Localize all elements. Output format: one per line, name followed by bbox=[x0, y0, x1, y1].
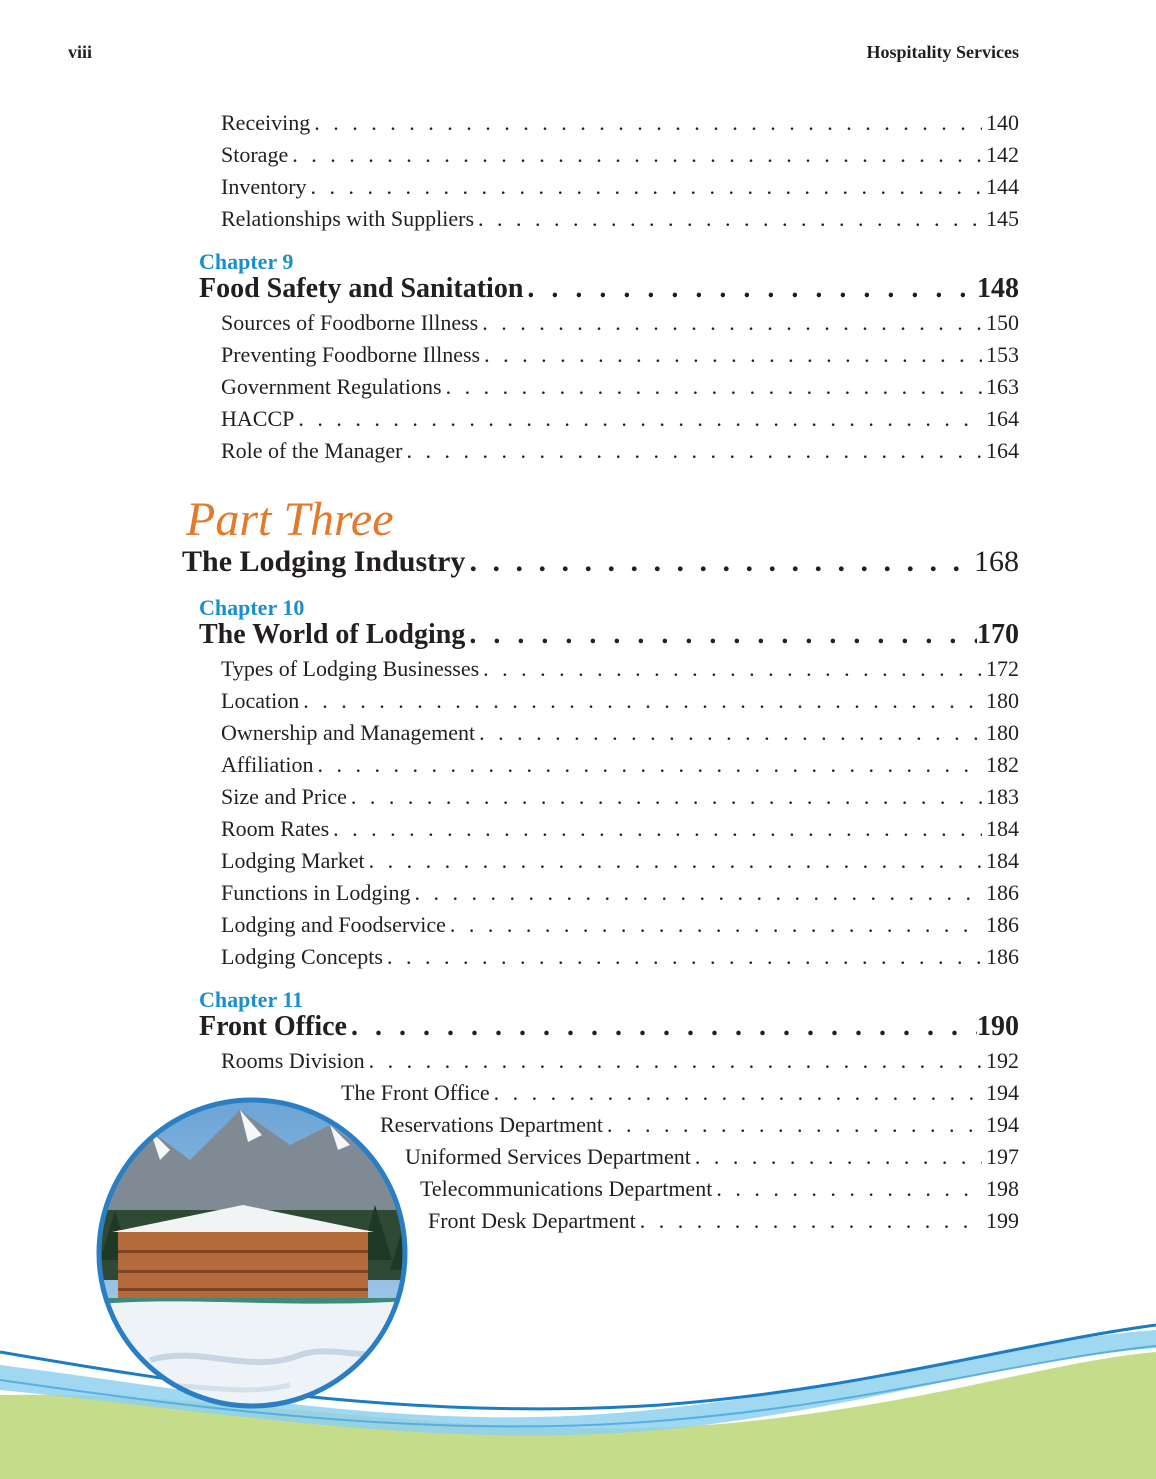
chapter-label: Chapter 11 bbox=[199, 987, 304, 1012]
toc-entry[interactable]: Affiliation . . . 182 bbox=[221, 752, 1019, 782]
toc-entry[interactable]: Reservations Department . . . 194 bbox=[380, 1112, 1019, 1142]
page-number: viii bbox=[68, 42, 93, 62]
toc-entry[interactable]: Front Desk Department . . . 199 bbox=[428, 1208, 1019, 1238]
toc-entry[interactable]: Location . . . 180 bbox=[221, 688, 1019, 718]
chapter-label: Chapter 10 bbox=[199, 595, 305, 620]
toc-entry[interactable]: Ownership and Management . . . 180 bbox=[221, 720, 1019, 750]
toc-entry[interactable]: Relationships with Suppliers . . . 145 bbox=[221, 206, 1019, 236]
lodge-photo bbox=[90, 1090, 420, 1420]
part-label: Part Three bbox=[186, 493, 394, 546]
toc-entry[interactable]: Size and Price . . . 183 bbox=[221, 784, 1019, 814]
toc-entry[interactable]: Lodging Market . . . 184 bbox=[221, 848, 1019, 878]
toc-entry[interactable]: Functions in Lodging . . . 186 bbox=[221, 880, 1019, 910]
toc-entry[interactable]: Uniformed Services Department . . . 197 bbox=[405, 1144, 1019, 1174]
toc-entry[interactable]: Preventing Foodborne Illness . . . 153 bbox=[221, 342, 1019, 372]
toc-entry[interactable]: Storage . . . 142 bbox=[221, 142, 1019, 172]
chapter-label: Chapter 9 bbox=[199, 249, 294, 274]
toc-entry[interactable]: Government Regulations . . . 163 bbox=[221, 374, 1019, 404]
chapter-title-entry[interactable]: The World of Lodging . . . 170 bbox=[199, 619, 1019, 655]
toc-entry[interactable]: Lodging and Foodservice . . . 186 bbox=[221, 912, 1019, 942]
toc-entry[interactable]: Receiving . . . 140 bbox=[221, 110, 1019, 140]
toc-entry[interactable]: Types of Lodging Businesses . . . 172 bbox=[221, 656, 1019, 686]
toc-entry[interactable]: Sources of Foodborne Illness . . . 150 bbox=[221, 310, 1019, 340]
chapter-title-entry[interactable]: Front Office . . . 190 bbox=[199, 1011, 1019, 1047]
decorative-wave-art bbox=[0, 1090, 1156, 1479]
part-title-entry[interactable]: The Lodging Industry . . . 168 bbox=[182, 545, 1019, 585]
toc-entry[interactable]: Rooms Division . . . 192 bbox=[221, 1048, 1019, 1078]
running-header-title: Hospitality Services bbox=[866, 42, 1019, 62]
toc-entry[interactable]: Role of the Manager . . . 164 bbox=[221, 438, 1019, 468]
toc-entry[interactable]: HACCP . . . 164 bbox=[221, 406, 1019, 436]
chapter-title-entry[interactable]: Food Safety and Sanitation . . . 148 bbox=[199, 273, 1019, 309]
toc-entry[interactable]: Inventory . . . 144 bbox=[221, 174, 1019, 204]
toc-entry[interactable]: Telecommunications Department . . . 198 bbox=[420, 1176, 1019, 1206]
toc-entry[interactable]: The Front Office . . . 194 bbox=[341, 1080, 1019, 1110]
toc-entry[interactable]: Lodging Concepts . . . 186 bbox=[221, 944, 1019, 974]
toc-entry[interactable]: Room Rates . . . 184 bbox=[221, 816, 1019, 846]
